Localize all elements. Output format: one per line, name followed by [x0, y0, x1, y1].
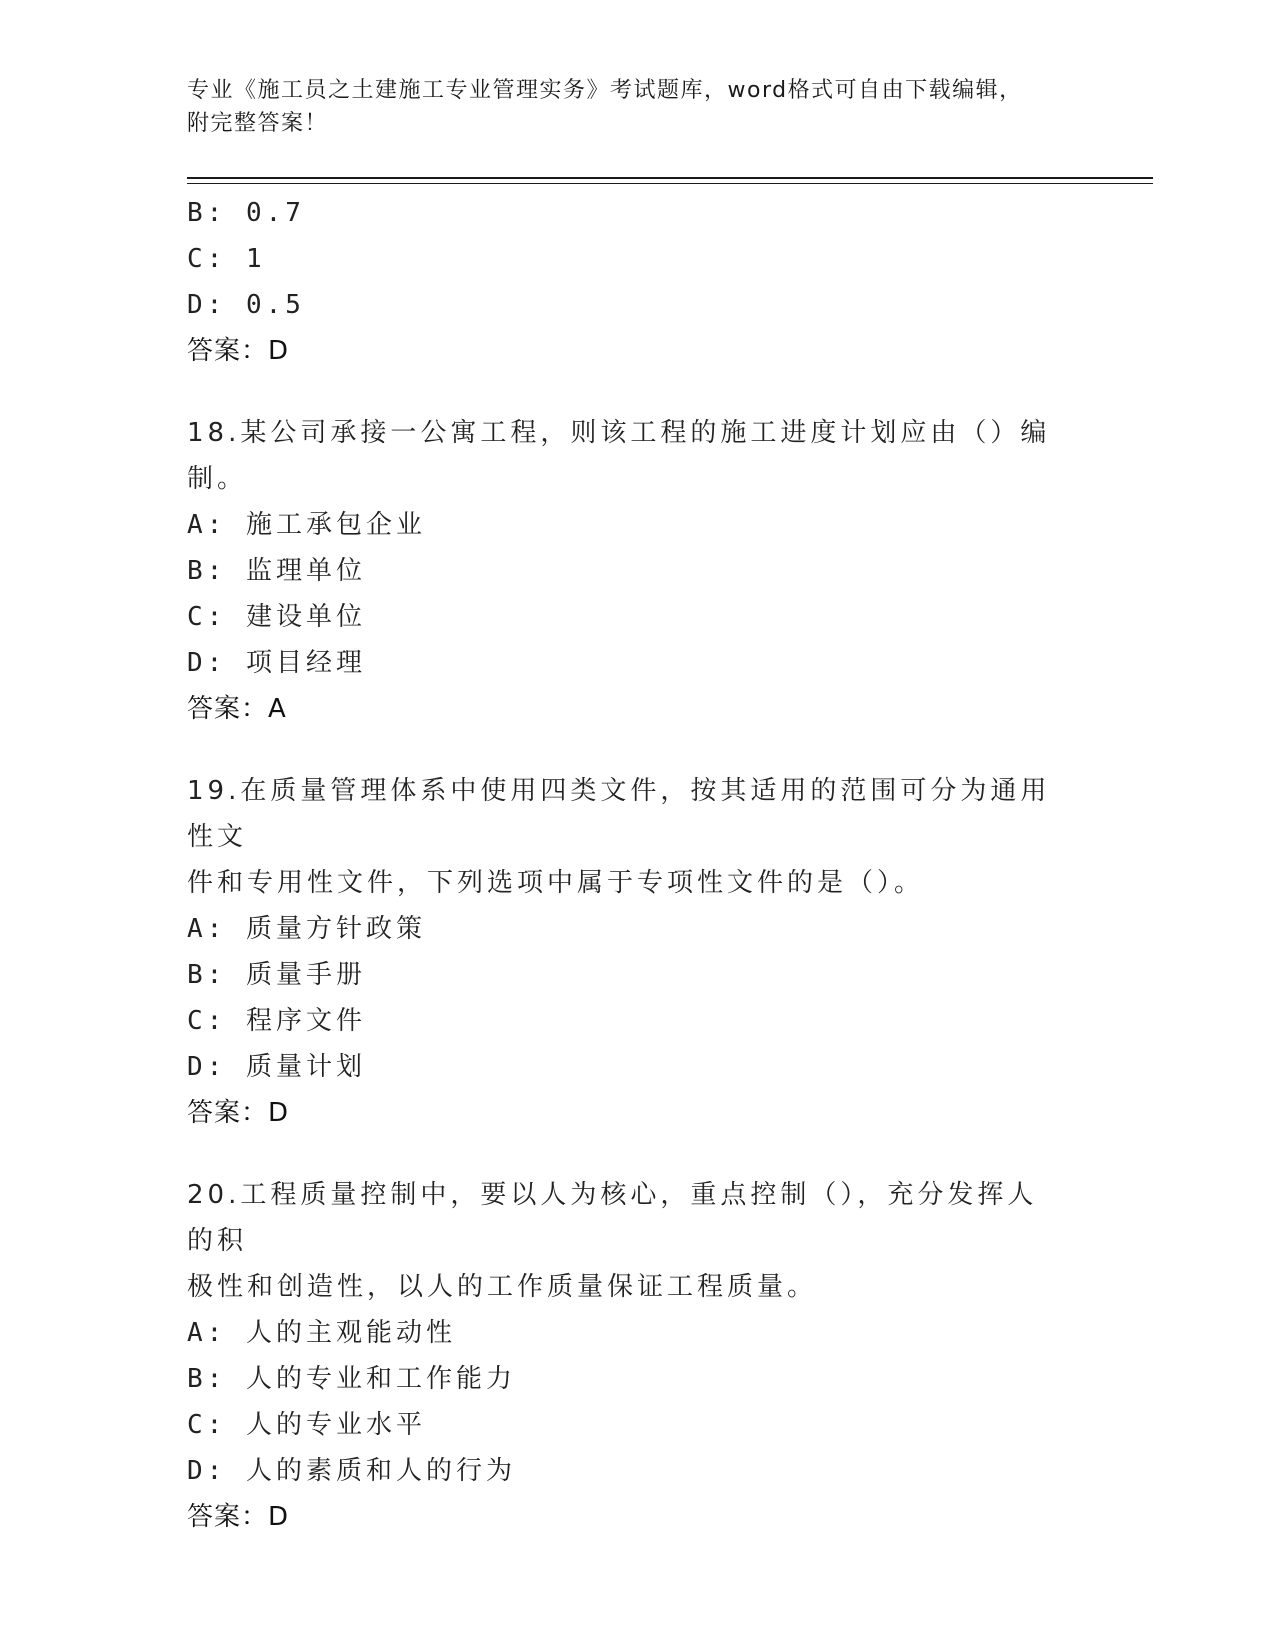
option-c: C: 1 [187, 244, 266, 274]
option-d: D: 0.5 [187, 290, 305, 320]
header-divider-thin [187, 183, 1153, 184]
question-20 [187, 1172, 1067, 1540]
option-c: C: 人的专业水平 [187, 1410, 426, 1440]
document-header [187, 74, 1067, 140]
question-17-continuation [187, 190, 1067, 374]
option-d: D: 人的素质和人的行为 [187, 1456, 516, 1486]
option-d: D: 项目经理 [187, 648, 366, 678]
answer-line: 答案：A [187, 694, 287, 724]
option-c: C: 程序文件 [187, 1006, 366, 1036]
answer-line: 答案：D [187, 336, 290, 366]
option-a: A: 人的主观能动性 [187, 1318, 456, 1348]
question-list [187, 190, 1067, 1540]
answer-line: 答案：D [187, 1502, 290, 1532]
header-line-2: 附完整答案！ [187, 111, 329, 136]
option-a: A: 质量方针政策 [187, 914, 426, 944]
question-18 [187, 410, 1067, 732]
option-b: B: 监理单位 [187, 556, 366, 586]
answer-line: 答案：D [187, 1098, 290, 1128]
header-line-1: 专业《施工员之土建施工专业管理实务》考试题库，word格式可自由下载编辑， [187, 78, 1023, 103]
option-b: B: 人的专业和工作能力 [187, 1364, 516, 1394]
question-stem-line-1: 20.工程质量控制中，要以人为核心，重点控制（），充分发挥人的积 [187, 1180, 1038, 1256]
question-stem: 18.某公司承接一公寓工程，则该工程的施工进度计划应由（）编制。 [187, 418, 1051, 494]
question-stem-line-1: 19.在质量管理体系中使用四类文件，按其适用的范围可分为通用性文 [187, 776, 1051, 852]
question-stem-line-2: 极性和创造性，以人的工作质量保证工程质量。 [187, 1272, 818, 1302]
option-d: D: 质量计划 [187, 1052, 366, 1082]
option-a: A: 施工承包企业 [187, 510, 426, 540]
question-19 [187, 768, 1067, 1136]
option-c: C: 建设单位 [187, 602, 366, 632]
header-divider-thick [187, 177, 1153, 179]
option-b: B: 质量手册 [187, 960, 366, 990]
question-stem-line-2: 件和专用性文件，下列选项中属于专项性文件的是（）。 [187, 868, 925, 898]
option-b: B: 0.7 [187, 198, 305, 228]
